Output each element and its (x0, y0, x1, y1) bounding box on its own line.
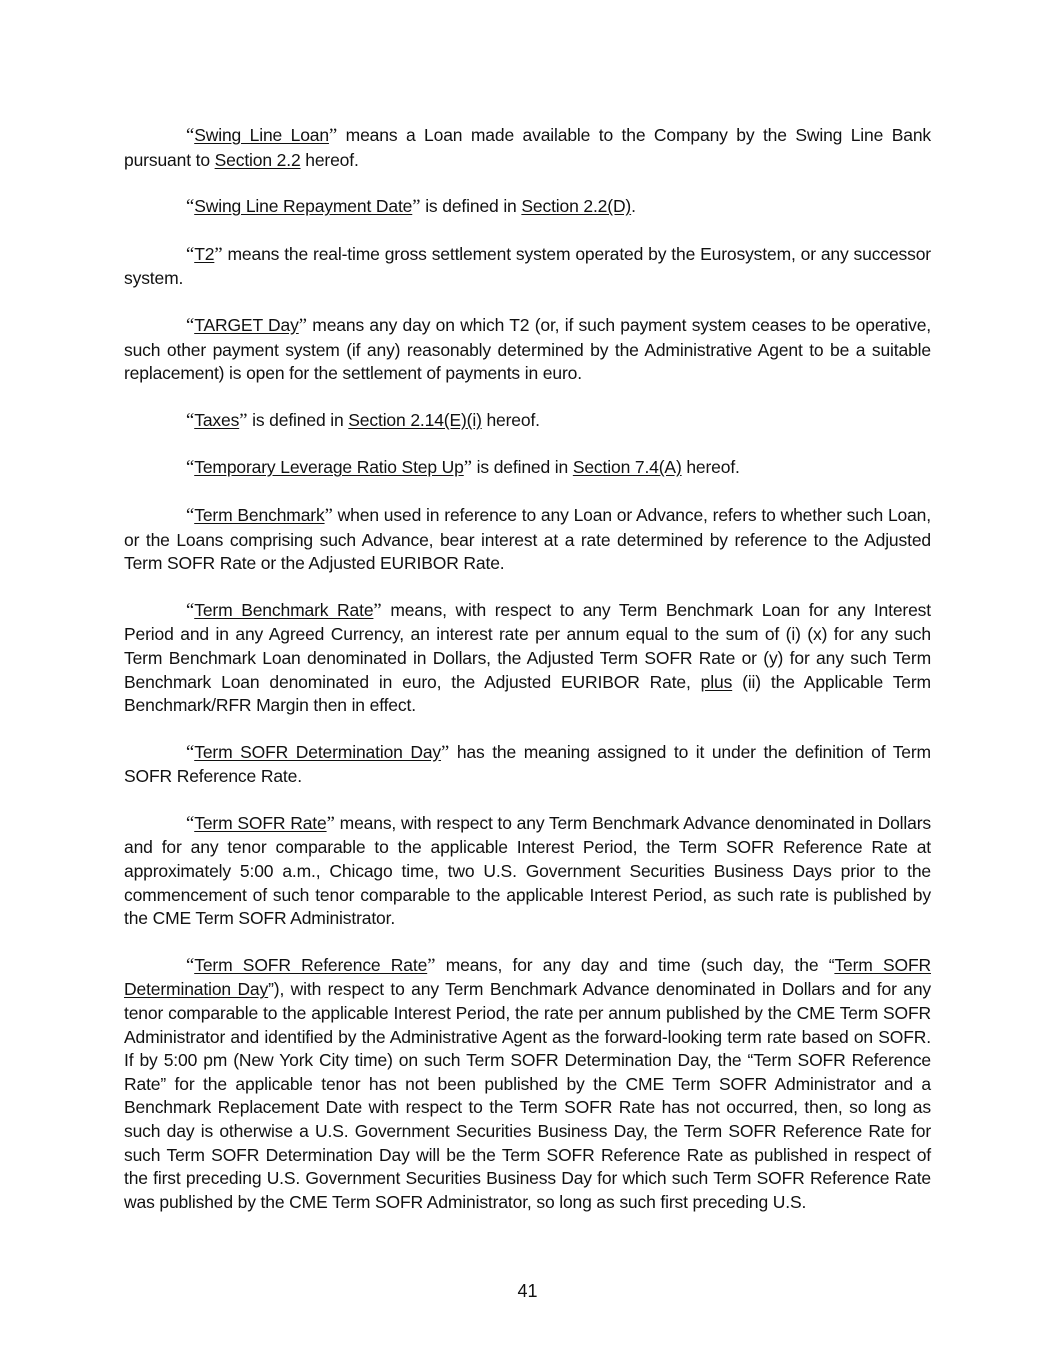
definition-swing-line-repayment-date: “Swing Line Repayment Date” is defined in Section 2.2(D). (186, 196, 636, 218)
defined-term: T2 (194, 243, 215, 264)
page-number: 41 (517, 1281, 538, 1301)
document-page (124, 124, 931, 1237)
defined-term: Temporary Leverage Ratio Step Up (194, 457, 464, 478)
definition-target-day: “TARGET Day” means any day on which T2 (or, if such payment system ceases to be operative, such other payment system (if any) reasonably determined by the Administrative Agent to be a suitable replacement) is open for the settlement of payments in euro. (124, 314, 932, 384)
definition-t2: “T2” means the real-time gross settlement system operated by the Eurosystem, or any successor system. (124, 243, 931, 289)
definition-text: is defined in (420, 196, 522, 217)
definition-text: means, for any day and time (such day, the “ (435, 954, 835, 975)
defined-term: Term Benchmark Rate (194, 599, 374, 620)
definition-text: when used in reference to any Loan or Advance, refers to whether such Loan, or the Loans comprising such Advance, bear interest at a rate determined by reference to the Adjusted Term SOFR Rate or the Adjusted EURIBOR Rate. (124, 504, 931, 574)
section-reference: Section 2.14(E)(i) (348, 409, 482, 430)
definition-text: ”), with respect to any Term Benchmark Advance denominated in Dollars and for any tenor comparable to the applicable Interest Period, the rate per annum published by the CME Term SOFR Administrator and identified by the Administrative Agent as the forward-looking term rate based on SOFR. If by 5:00 pm (New York City time) on such Term SOFR Determination Day, the “Term SOFR Reference Rate” for the applicable tenor has not been published by the CME Term SOFR Administrator and a Benchmark Replacement Date with respect to the Term SOFR Rate has not occurred, then, so long as such day is otherwise a U.S. Government Securities Business Day, the Term SOFR Reference Rate for such Term SOFR Determination Day will be the Term SOFR Reference Rate as published in respect of the first preceding U.S. Government Securities Business Day for which such Term SOFR Reference Rate was published by the CME Term SOFR Administrator, so long as such first preceding U.S. (124, 979, 932, 1212)
definition-text: is defined in (471, 457, 573, 478)
defined-term: Swing Line Repayment Date (194, 196, 413, 217)
definition-text: (ii) the Applicable Term Benchmark/RFR Margin then in effect. (124, 671, 931, 716)
definition-term-benchmark: “Term Benchmark” when used in reference to any Loan or Advance, refers to whether such Loan, or the Loans comprising such Advance, bear interest at a rate determined by reference to the Adjusted Term SOFR Rate or the Adjusted EURIBOR Rate. (124, 504, 931, 574)
section-reference: Section 7.4(A) (572, 457, 682, 478)
definition-term-sofr-rate: “Term SOFR Rate” means, with respect to any Term Benchmark Advance denominated in Dollars and for any tenor comparable to the applicable Interest Period, the Term SOFR Reference Rate at approximately 5:00 a.m., Chicago time, two U.S. Government Securities Business Days prior to the commencement of such tenor comparable to the applicable Interest Period, as such rate is published by the CME Term SOFR Administrator. (124, 812, 931, 929)
definition-text: hereof. (300, 149, 359, 170)
emphasized-term: plus (700, 671, 733, 692)
definition-text: hereof. (481, 409, 540, 430)
definition-term-sofr-determination-day: “Term SOFR Determination Day” has the meaning assigned to it under the definition of Term SOFR Reference Rate. (124, 741, 931, 787)
definition-text: hereof. (681, 457, 740, 478)
definition-text: has the meaning assigned to it under the definition of Term SOFR Reference Rate. (124, 741, 931, 787)
definition-swing-line-loan: “Swing Line Loan” means a Loan made available to the Company by the Swing Line Bank pursuant to Section 2.2 hereof. (124, 125, 931, 170)
defined-term: Taxes (194, 409, 240, 430)
definition-text: . (631, 196, 636, 217)
definition-temporary-leverage-ratio-step-up: “Temporary Leverage Ratio Step Up” is defined in Section 7.4(A) hereof. (186, 457, 740, 479)
definition-text: is defined in (247, 409, 349, 430)
section-reference: Section 2.2 (214, 149, 301, 170)
definition-term-benchmark-rate: “Term Benchmark Rate” means, with respect to any Term Benchmark Loan for any Interest Period and in any Agreed Currency, an interest rate per annum equal to the sum of (i) (x) for any such Term Benchmark Loan denominated in Dollars, the Adjusted Term SOFR Rate or (y) for any such Term Benchmark Loan denominated in euro, the Adjusted EURIBOR Rate, plus (ii) the Applicable Term Benchmark/RFR Margin then in effect. (124, 599, 931, 716)
definition-text: means any day on which T2 (or, if such payment system ceases to be operative, such other payment system (if any) reasonably determined by the Administrative Agent to be a suitable replacement) is open for the settlement of payments in euro. (124, 314, 932, 384)
definition-text: means the real-time gross settlement system operated by the Eurosystem, or any successor system. (124, 243, 931, 289)
definition-taxes: “Taxes” is defined in Section 2.14(E)(i) hereof. (186, 409, 540, 431)
defined-term: Term SOFR Rate (194, 812, 327, 833)
defined-term: Swing Line Loan (194, 125, 329, 145)
defined-term: Term SOFR Determination Day (194, 741, 442, 762)
defined-term: Term SOFR Reference Rate (194, 954, 428, 975)
definition-term-sofr-reference-rate: “Term SOFR Reference Rate” means, for any day and time (such day, the “Term SOFR Determination Day”), with respect to any Term Benchmark Advance denominated in Dollars and for any tenor comparable to the applicable Interest Period, the rate per annum published by the CME Term SOFR Administrator and identified by the Administrative Agent as the forward-looking term rate based on SOFR. If by 5:00 pm (New York City time) on such Term SOFR Determination Day, the “Term SOFR Reference Rate” for the applicable tenor has not been published by the CME Term SOFR Administrator and a Benchmark Replacement Date with respect to the Term SOFR Rate has not occurred, then, so long as such day is otherwise a U.S. Government Securities Business Day, the Term SOFR Reference Rate for such Term SOFR Determination Day will be the Term SOFR Reference Rate as published in respect of the first preceding U.S. Government Securities Business Day for which such Term SOFR Reference Rate was published by the CME Term SOFR Administrator, so long as such first preceding U.S. (124, 954, 932, 1212)
definition-text: means, with respect to any Term Benchmark Loan for any Interest Period and in any Agreed Currency, an interest rate per annum equal to the sum of (i) (x) for any such Term Benchmark Loan denominated in Dollars, the Adjusted Term SOFR Rate or (y) for any such Term Benchmark Loan denominated in euro, the Adjusted EURIBOR Rate, (124, 599, 931, 692)
definition-text: means, with respect to any Term Benchmark Advance denominated in Dollars and for any tenor comparable to the applicable Interest Period, the Term SOFR Reference Rate at approximately 5:00 a.m., Chicago time, two U.S. Government Securities Business Days prior to the commencement of such tenor comparable to the applicable Interest Period, as such rate is published by the CME Term SOFR Administrator. (124, 812, 931, 929)
defined-term-inline: Term SOFR Determination Day (124, 954, 931, 1000)
defined-term: Term Benchmark (194, 504, 325, 525)
definition-text: means a Loan made available to the Company by the Swing Line Bank pursuant to (124, 125, 931, 170)
defined-term: TARGET Day (194, 314, 299, 335)
section-reference: Section 2.2(D) (521, 196, 632, 217)
